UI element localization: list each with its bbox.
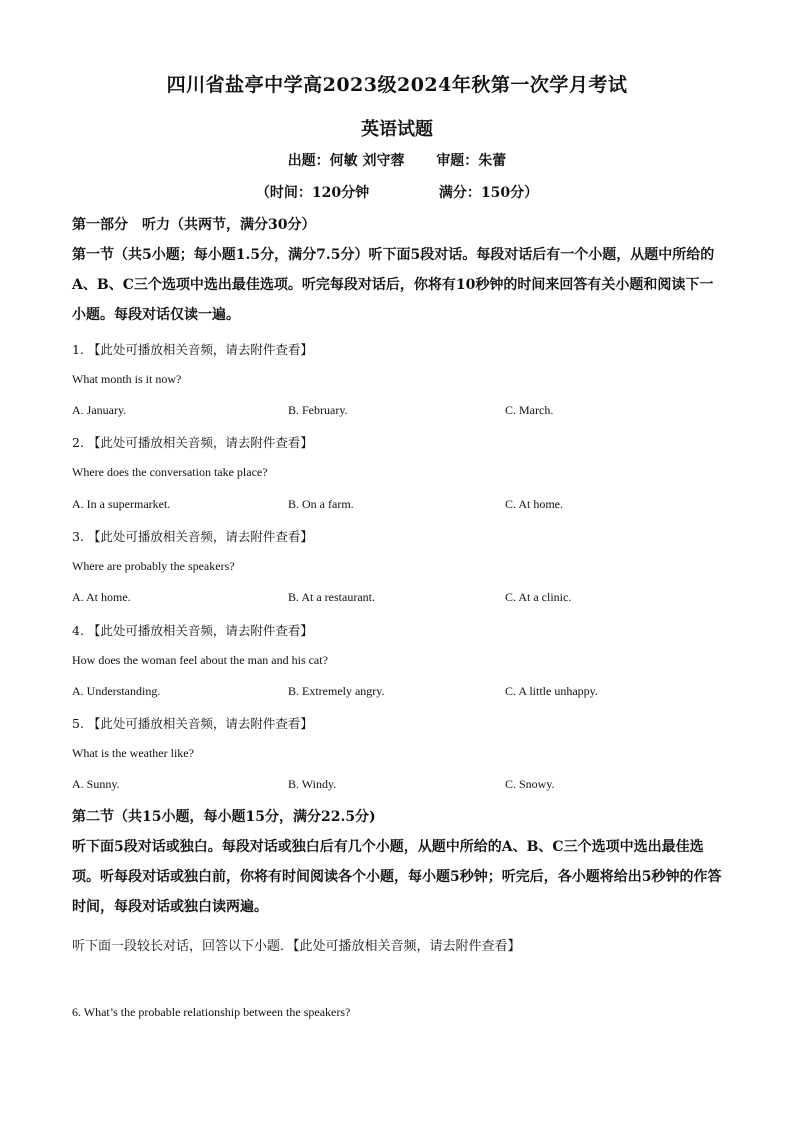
question-3-option-b: B. At a restaurant. (288, 590, 375, 604)
exam-time-score (0, 182, 794, 202)
question-3-option-c: C. At a clinic. (505, 590, 572, 604)
question-4-prompt: 4. 【此处可播放相关音频，请去附件查看】 (72, 623, 313, 638)
question-4-option-a: A. Understanding. (72, 684, 161, 698)
question-2-text: Where does the conversation take place? (72, 465, 268, 479)
question-1-text: What month is it now? (72, 372, 182, 386)
question-1-option-c: C. March. (505, 403, 554, 417)
question-2-option-c: C. At home. (505, 497, 564, 511)
question-5-option-a: A. Sunny. (72, 777, 120, 791)
question-2-option-b: B. On a farm. (288, 497, 354, 511)
question-3-prompt: 3. 【此处可播放相关音频，请去附件查看】 (72, 529, 313, 544)
question-3-option-a: A. At home. (72, 590, 131, 604)
question-5-text: What is the weather like? (72, 746, 194, 760)
exam-subject: 英语试题 (361, 119, 433, 140)
question-3-text: Where are probably the speakers? (72, 559, 235, 573)
question-4-option-b: B. Extremely angry. (288, 684, 385, 698)
question-4-option-c: C. A little unhappy. (505, 684, 598, 698)
long-dialogue-prompt: 听下面一段较长对话，回答以下小题．【此处可播放相关音频，请去附件查看】 (72, 939, 521, 954)
question-5-option-c: C. Snowy. (505, 777, 555, 791)
exam-score: 满分：150分） (438, 185, 539, 201)
question-5-option-b: B. Windy. (288, 777, 337, 791)
question-1-option-a: A. January. (72, 403, 127, 417)
part1-heading: 第一部分 听力（共两节，满分30分） (72, 217, 316, 233)
question-1-prompt: 1. 【此处可播放相关音频，请去附件查看】 (72, 342, 313, 357)
question-4-text: How does the woman feel about the man and his cat? (72, 653, 328, 667)
reviewer: 审题：朱蕾 (436, 153, 507, 169)
question-5-prompt: 5. 【此处可播放相关音频，请去附件查看】 (72, 716, 313, 731)
question-1-option-b: B. February. (288, 403, 348, 417)
question-2-prompt: 2. 【此处可播放相关音频，请去附件查看】 (72, 435, 313, 450)
question-2-option-a: A. In a supermarket. (72, 497, 171, 511)
section2-heading: 第二节（共15小题，每小题15分，满分22.5分) (72, 809, 376, 825)
exam-title: 四川省盐亭中学高2023级2024年秋第一次学月考试 (166, 74, 628, 96)
exam-authors (0, 150, 794, 170)
question-setters: 出题：何敏 刘守蓉 (287, 153, 405, 169)
question-6-text: 6. What’s the probable relationship between the speakers? (72, 1005, 351, 1019)
exam-time: （时间：120分钟 (255, 185, 370, 201)
section2-instructions: 听下面5段对话或独白。每段对话或独白后有几个小题，从题中所给的A、B、C三个选项中选出最佳选项。听每段对话或独白前，你将有时间阅读各个小题，每小题5秒钟；听完后，各小题将给出5秒钟的作答时间，每段对话或独白读两遍。 (72, 839, 722, 915)
section1-instructions: 第一节（共5小题；每小题1.5分，满分7.5分）听下面5段对话。每段对话后有一个小题，从题中所给的A、B、C三个选项中选出最佳选项。听完每段对话后，你将有10秒钟的时间来回答有关小题和阅读下一小题。每段对话仅读一遍。 (72, 247, 715, 323)
